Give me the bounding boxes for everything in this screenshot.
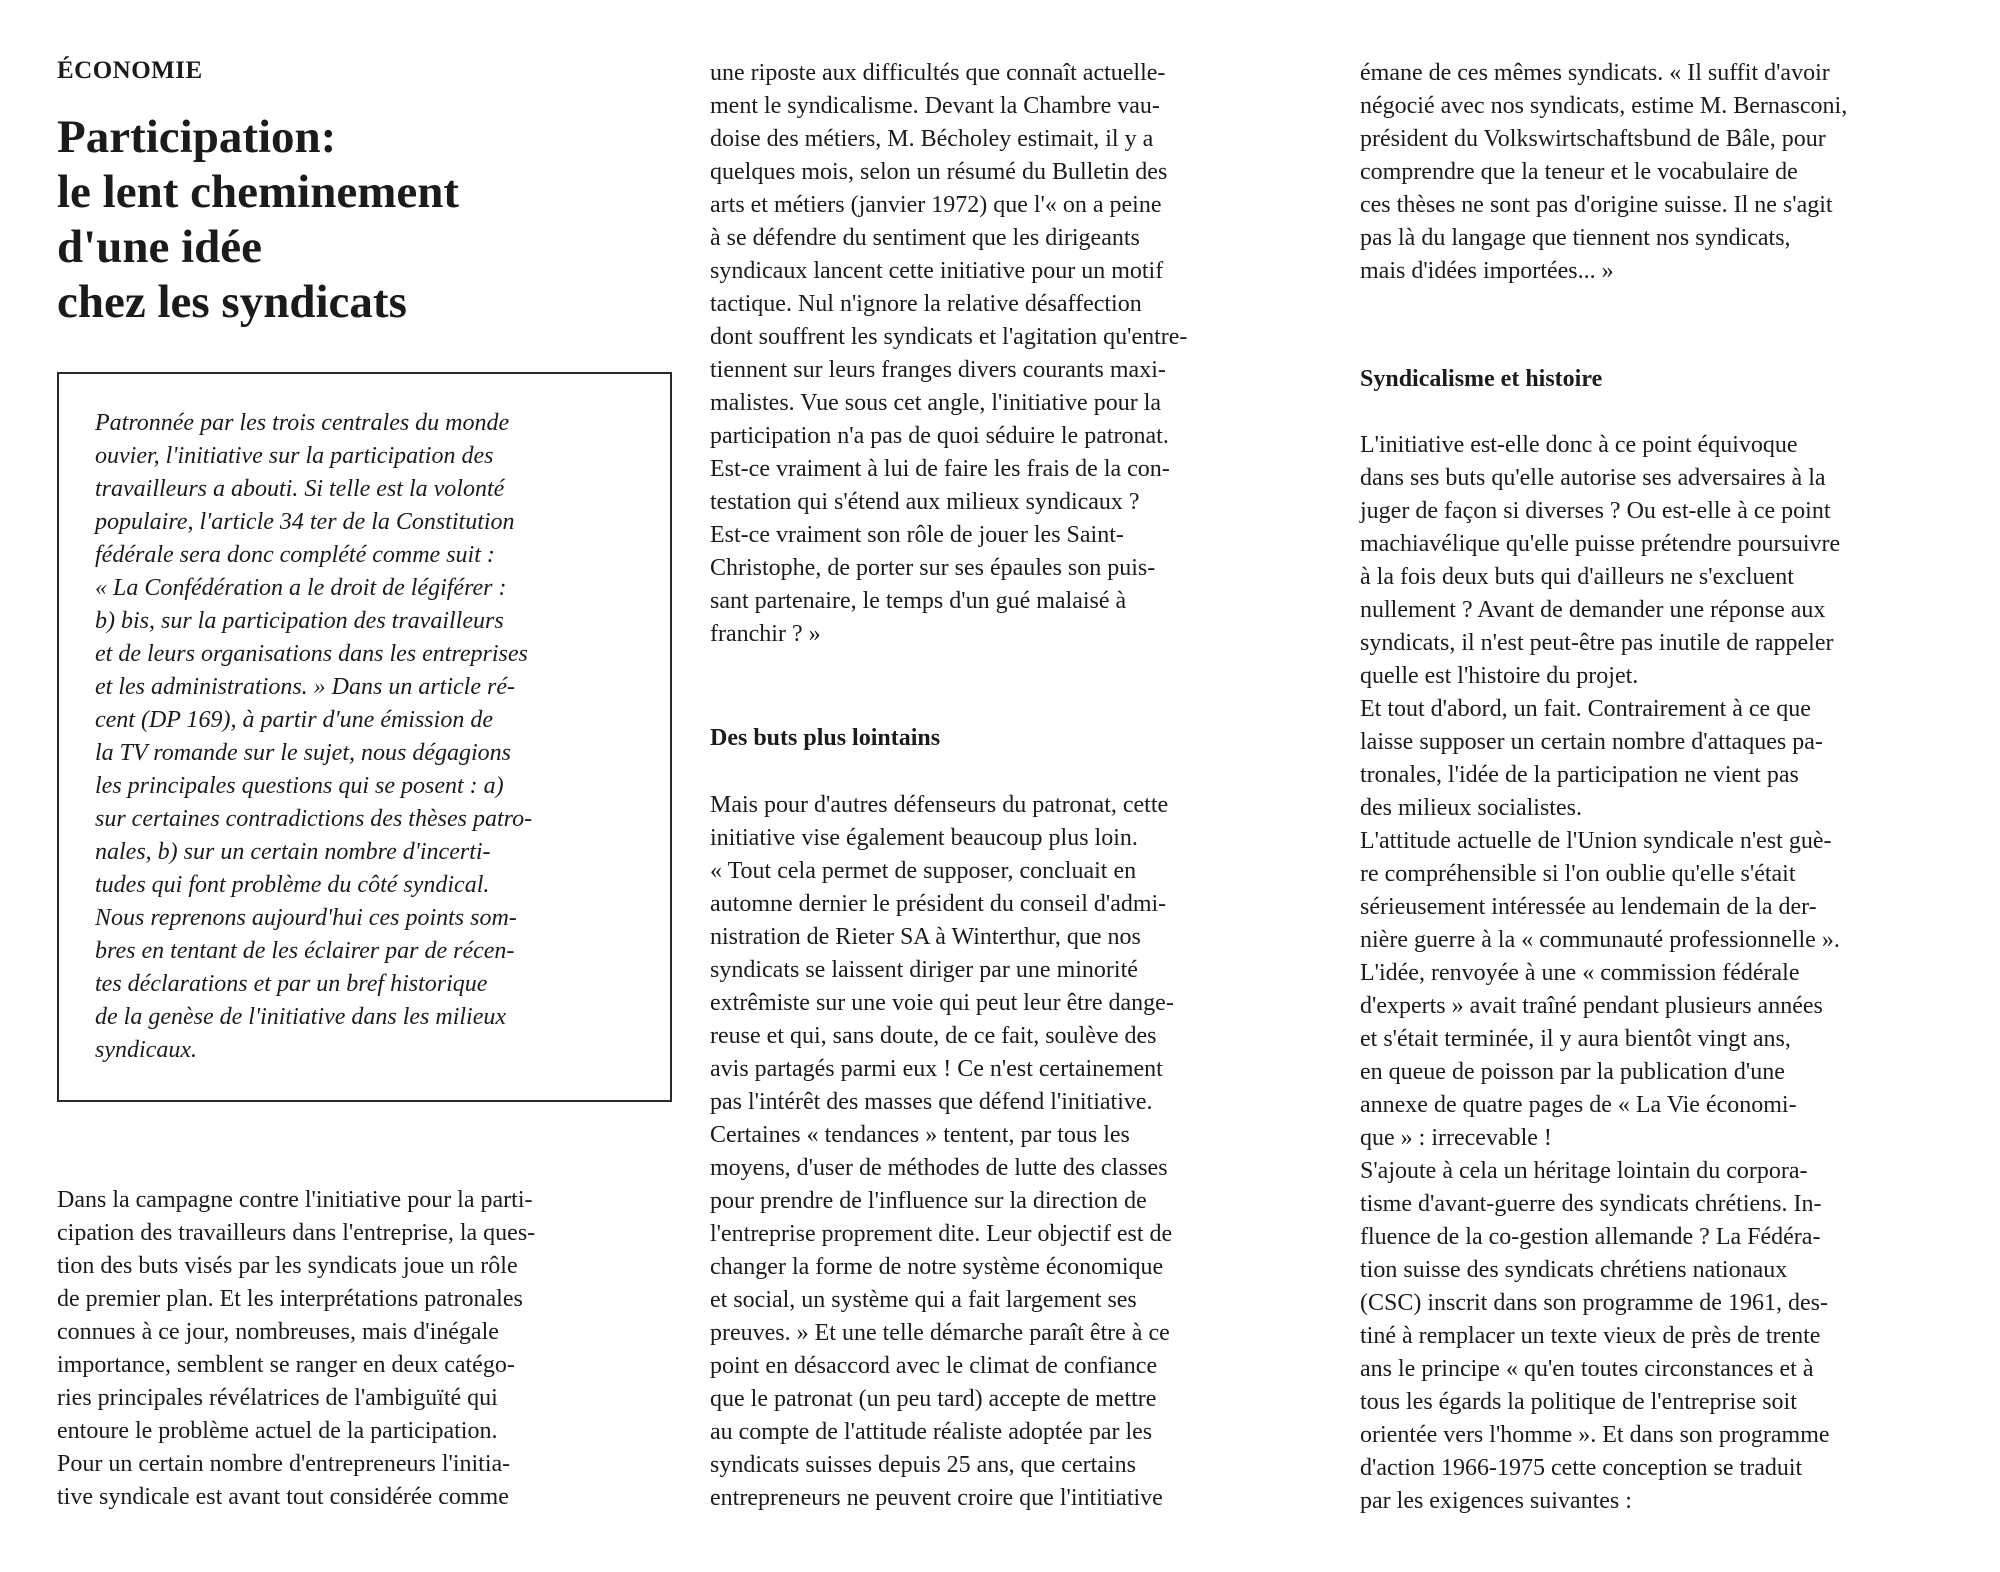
body-line: arts et métiers (janvier 1972) que l'« on a peine bbox=[710, 192, 1162, 218]
headline-line: d'une idée bbox=[57, 221, 263, 273]
intro-line: Patronnée par les trois centrales du monde bbox=[95, 410, 510, 436]
body-line: entrepreneurs ne peuvent croire que l'intitiative bbox=[710, 1485, 1163, 1511]
body-line: Pour un certain nombre d'entrepreneurs l'initia- bbox=[57, 1451, 511, 1477]
body-line: que le patronat (un peu tard) accepte de mettre bbox=[710, 1386, 1157, 1412]
body-line: d'experts » avait traîné pendant plusieurs années bbox=[1360, 993, 1823, 1019]
intro-line: travailleurs a abouti. Si telle est la volonté bbox=[95, 476, 505, 502]
body-line: syndicats se laissent diriger par une minorité bbox=[710, 957, 1138, 983]
body-line: « Tout cela permet de supposer, concluait en bbox=[710, 858, 1137, 884]
body-line: sant partenaire, le temps d'un gué malaisé à bbox=[710, 588, 1127, 614]
intro-line: ouvier, l'initiative sur la participation des bbox=[95, 443, 494, 469]
body-line: syndicats, il n'est peut-être pas inutile de rappeler bbox=[1360, 630, 1834, 656]
body-line: tion des buts visés par les syndicats joue un rôle bbox=[57, 1253, 518, 1279]
body-line: tion suisse des syndicats chrétiens nationaux bbox=[1360, 1257, 1788, 1283]
body-line: extrêmiste sur une voie qui peut leur être dange- bbox=[710, 990, 1174, 1016]
body-line: importance, semblent se ranger en deux catégo- bbox=[57, 1352, 515, 1378]
intro-line: bres en tentant de les éclairer par de récen- bbox=[95, 938, 515, 964]
intro-line: tes déclarations et par un bref historique bbox=[95, 971, 488, 997]
body-line: doise des métiers, M. Bécholey estimait, il y a bbox=[710, 126, 1154, 152]
body-line: tiennent sur leurs franges divers courants maxi- bbox=[710, 357, 1166, 383]
body-line: testation qui s'étend aux milieux syndicaux ? bbox=[710, 489, 1140, 515]
body-line: tactique. Nul n'ignore la relative désaffection bbox=[710, 291, 1142, 317]
body-line: mais d'idées importées... » bbox=[1360, 258, 1614, 284]
body-line: nullement ? Avant de demander une réponse aux bbox=[1360, 597, 1826, 623]
headline bbox=[57, 110, 459, 330]
body-line: L'attitude actuelle de l'Union syndicale n'est guè- bbox=[1360, 828, 1832, 854]
body-line: une riposte aux difficultés que connaît actuelle- bbox=[710, 60, 1166, 86]
intro-line: syndicaux. bbox=[95, 1037, 197, 1063]
body-line: tisme d'avant-guerre des syndicats chrétiens. In- bbox=[1360, 1191, 1822, 1217]
body-line: négocié avec nos syndicats, estime M. Bernasconi, bbox=[1360, 93, 1848, 119]
body-line: au compte de l'attitude réaliste adoptée par les bbox=[710, 1419, 1153, 1445]
body-text-col1 bbox=[57, 1184, 672, 1514]
body-text-col2-bottom bbox=[710, 789, 1325, 1515]
body-text-col2-top bbox=[710, 57, 1325, 651]
body-line: participation n'a pas de quoi séduire le patronat. bbox=[710, 423, 1169, 449]
body-line: Et tout d'abord, un fait. Contrairement à ce que bbox=[1360, 696, 1811, 722]
subheading-syndicalisme-histoire: Syndicalisme et histoire bbox=[1360, 366, 1603, 392]
body-line: automne dernier le président du conseil d'admi- bbox=[710, 891, 1167, 917]
body-line: Certaines « tendances » tentent, par tous les bbox=[710, 1122, 1130, 1148]
body-line: Est-ce vraiment à lui de faire les frais de la con- bbox=[710, 456, 1170, 482]
body-line: S'ajoute à cela un héritage lointain du corpora- bbox=[1360, 1158, 1808, 1184]
intro-line: les principales questions qui se posent : a) bbox=[95, 773, 504, 799]
body-line: re compréhensible si l'on oublie qu'elle s'était bbox=[1360, 861, 1796, 887]
intro-line: la TV romande sur le sujet, nous dégagions bbox=[95, 740, 512, 766]
body-line: moyens, d'user de méthodes de lutte des classes bbox=[710, 1155, 1168, 1181]
body-line: tive syndicale est avant tout considérée comme bbox=[57, 1484, 509, 1510]
intro-line: sur certaines contradictions des thèses patro- bbox=[95, 806, 533, 832]
body-line: et s'était terminée, il y aura bientôt vingt ans, bbox=[1360, 1026, 1791, 1052]
headline-line: chez les syndicats bbox=[57, 276, 407, 328]
body-line: reuse et qui, sans doute, de ce fait, soulève des bbox=[710, 1023, 1157, 1049]
body-line: syndicats suisses depuis 25 ans, que certains bbox=[710, 1452, 1136, 1478]
intro-line: populaire, l'article 34 ter de la Constitution bbox=[95, 509, 515, 535]
body-line: laisse supposer un certain nombre d'attaques pa- bbox=[1360, 729, 1823, 755]
body-line: machiavélique qu'elle puisse prétendre poursuivre bbox=[1360, 531, 1841, 557]
intro-line: fédérale sera donc complété comme suit : bbox=[95, 542, 495, 568]
body-text-col3-top bbox=[1360, 57, 1975, 288]
body-text-col3-bottom bbox=[1360, 429, 1975, 1518]
body-line: ces thèses ne sont pas d'origine suisse. Il ne s'agit bbox=[1360, 192, 1833, 218]
body-line: émane de ces mêmes syndicats. « Il suffit d'avoir bbox=[1360, 60, 1830, 86]
body-line: d'action 1966-1975 cette conception se traduit bbox=[1360, 1455, 1803, 1481]
intro-line: et les administrations. » Dans un article ré- bbox=[95, 674, 515, 700]
body-line: dans ses buts qu'elle autorise ses adversaires à la bbox=[1360, 465, 1826, 491]
headline-line: le lent cheminement bbox=[57, 166, 460, 218]
body-line: Est-ce vraiment son rôle de jouer les Saint- bbox=[710, 522, 1124, 548]
section-rubric: ÉCONOMIE bbox=[57, 57, 203, 84]
body-line: Mais pour d'autres défenseurs du patronat, cette bbox=[710, 792, 1169, 818]
body-line: (CSC) inscrit dans son programme de 1961, des- bbox=[1360, 1290, 1828, 1316]
body-line: pas l'intérêt des masses que défend l'initiative. bbox=[710, 1089, 1153, 1115]
body-line: malistes. Vue sous cet angle, l'initiative pour la bbox=[710, 390, 1162, 416]
body-line: Christophe, de porter sur ses épaules son puis- bbox=[710, 555, 1156, 581]
body-line: avis partagés parmi eux ! Ce n'est certainement bbox=[710, 1056, 1163, 1082]
body-line: dont souffrent les syndicats et l'agitation qu'entre- bbox=[710, 324, 1188, 350]
intro-line: nales, b) sur un certain nombre d'incerti- bbox=[95, 839, 491, 865]
body-line: tiné à remplacer un texte vieux de près de trente bbox=[1360, 1323, 1821, 1349]
body-line: fluence de la co-gestion allemande ? La Fédéra- bbox=[1360, 1224, 1821, 1250]
body-line: annexe de quatre pages de « La Vie économi- bbox=[1360, 1092, 1797, 1118]
body-line: président du Volkswirtschaftsbund de Bâle, pour bbox=[1360, 126, 1826, 152]
intro-line: de la genèse de l'initiative dans les milieux bbox=[95, 1004, 507, 1030]
body-line: connues à ce jour, nombreuses, mais d'inégale bbox=[57, 1319, 499, 1345]
body-line: nistration de Rieter SA à Winterthur, que nos bbox=[710, 924, 1141, 950]
body-line: par les exigences suivantes : bbox=[1360, 1488, 1632, 1514]
body-line: Dans la campagne contre l'initiative pour la parti- bbox=[57, 1187, 533, 1213]
body-line: à se défendre du sentiment que les dirigeants bbox=[710, 225, 1140, 251]
body-line: L'idée, renvoyée à une « commission fédérale bbox=[1360, 960, 1800, 986]
body-line: point en désaccord avec le climat de confiance bbox=[710, 1353, 1158, 1379]
body-line: L'initiative est-elle donc à ce point équivoque bbox=[1360, 432, 1798, 458]
intro-box bbox=[57, 372, 672, 1102]
body-line: quelle est l'histoire du projet. bbox=[1360, 663, 1639, 689]
intro-line: « La Confédération a le droit de légiférer : bbox=[95, 575, 507, 601]
body-line: cipation des travailleurs dans l'entreprise, la ques- bbox=[57, 1220, 536, 1246]
body-line: tronales, l'idée de la participation ne vient pas bbox=[1360, 762, 1799, 788]
intro-line: cent (DP 169), à partir d'une émission de bbox=[95, 707, 493, 733]
body-line: des milieux socialistes. bbox=[1360, 795, 1582, 821]
body-line: pour prendre de l'influence sur la direction de bbox=[710, 1188, 1147, 1214]
body-line: à la fois deux buts qui d'ailleurs ne s'excluent bbox=[1360, 564, 1794, 590]
body-line: sérieusement intéressée au lendemain de la der- bbox=[1360, 894, 1817, 920]
body-line: pas là du langage que tiennent nos syndicats, bbox=[1360, 225, 1791, 251]
body-line: et social, un système qui a fait largement ses bbox=[710, 1287, 1137, 1313]
body-line: orientée vers l'homme ». Et dans son programme bbox=[1360, 1422, 1830, 1448]
body-line: ment le syndicalisme. Devant la Chambre vau- bbox=[710, 93, 1160, 119]
intro-line: tudes qui font problème du côté syndical. bbox=[95, 872, 490, 898]
body-line: comprendre que la teneur et le vocabulaire de bbox=[1360, 159, 1798, 185]
body-line: ans le principe « qu'en toutes circonstances et à bbox=[1360, 1356, 1814, 1382]
body-line: nière guerre à la « communauté professionnelle ». bbox=[1360, 927, 1840, 953]
body-line: que » : irrecevable ! bbox=[1360, 1125, 1552, 1151]
body-line: de premier plan. Et les interprétations patronales bbox=[57, 1286, 523, 1312]
body-line: quelques mois, selon un résumé du Bulletin des bbox=[710, 159, 1168, 185]
body-line: entoure le problème actuel de la participation. bbox=[57, 1418, 498, 1444]
body-line: franchir ? » bbox=[710, 621, 821, 647]
body-line: initiative vise également beaucoup plus loin. bbox=[710, 825, 1138, 851]
body-line: juger de façon si diverses ? Ou est-elle à ce point bbox=[1360, 498, 1831, 524]
body-line: ries principales révélatrices de l'ambiguïté qui bbox=[57, 1385, 498, 1411]
intro-line: et de leurs organisations dans les entreprises bbox=[95, 641, 528, 667]
body-line: changer la forme de notre système économique bbox=[710, 1254, 1164, 1280]
body-line: en queue de poisson par la publication d'une bbox=[1360, 1059, 1785, 1085]
intro-line: Nous reprenons aujourd'hui ces points som- bbox=[95, 905, 517, 931]
subheading-buts-lointains: Des buts plus lointains bbox=[710, 725, 941, 751]
intro-line: b) bis, sur la participation des travailleurs bbox=[95, 608, 504, 634]
body-line: preuves. » Et une telle démarche paraît être à ce bbox=[710, 1320, 1170, 1346]
body-line: tous les égards la politique de l'entreprise soit bbox=[1360, 1389, 1797, 1415]
headline-line: Participation: bbox=[57, 111, 337, 163]
body-line: l'entreprise proprement dite. Leur objectif est de bbox=[710, 1221, 1173, 1247]
body-line: syndicaux lancent cette initiative pour un motif bbox=[710, 258, 1164, 284]
